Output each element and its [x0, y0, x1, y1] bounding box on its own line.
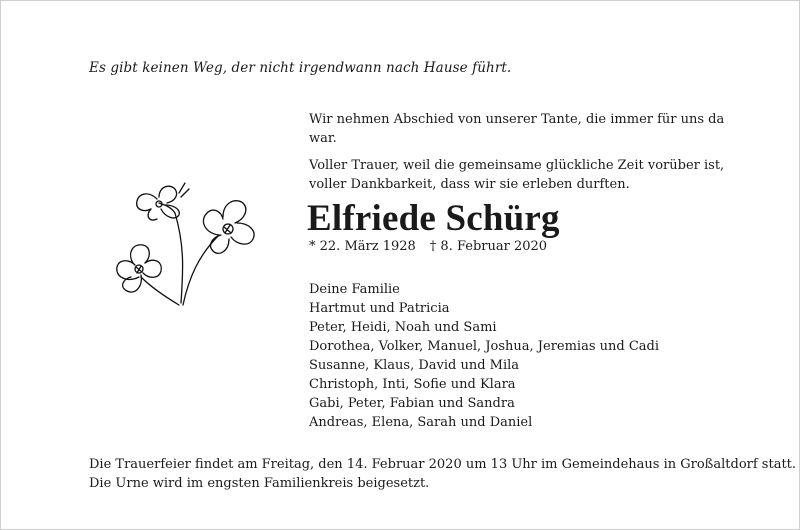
intro-line: Wir nehmen Abschied von unserer Tante, die immer für uns da war.: [309, 112, 725, 146]
list-item: Dorothea, Volker, Manuel, Joshua, Jeremias und Cadi: [309, 339, 660, 354]
family-list: [309, 280, 659, 432]
flower-drawing-icon: [79, 177, 279, 327]
list-item: Gabi, Peter, Fabian und Sandra: [309, 396, 515, 411]
list-item: Susanne, Klaus, David und Mila: [309, 358, 520, 373]
motto-quote: Es gibt keinen Weg, der nicht irgendwann nach Hause führt.: [89, 60, 512, 76]
intro-text: [309, 110, 749, 194]
death-date: † 8. Februar 2020: [429, 239, 548, 254]
ceremony-info: [89, 455, 796, 493]
intro-line: Voller Trauer, weil die gemeinsame glückliche Zeit vorüber ist,: [309, 158, 725, 173]
list-item: Peter, Heidi, Noah und Sami: [309, 320, 497, 335]
list-item: Deine Familie: [309, 282, 400, 297]
deceased-name: Elfriede Schürg: [307, 198, 560, 239]
list-item: Andreas, Elena, Sarah und Daniel: [309, 415, 533, 430]
ceremony-line: Die Trauerfeier findet am Freitag, den 14. Februar 2020 um 13 Uhr im Gemeindehaus in Großaltdorf statt.: [89, 457, 797, 472]
burial-line: Die Urne wird im engsten Familienkreis beigesetzt.: [89, 476, 430, 491]
birth-date: * 22. März 1928: [309, 239, 416, 254]
intro-line: voller Dankbarkeit, dass wir sie erleben durften.: [309, 177, 630, 192]
list-item: Christoph, Inti, Sofie und Klara: [309, 377, 516, 392]
intro-paragraph: [309, 156, 749, 194]
life-dates: [309, 239, 547, 254]
list-item: Hartmut und Patricia: [309, 301, 450, 316]
